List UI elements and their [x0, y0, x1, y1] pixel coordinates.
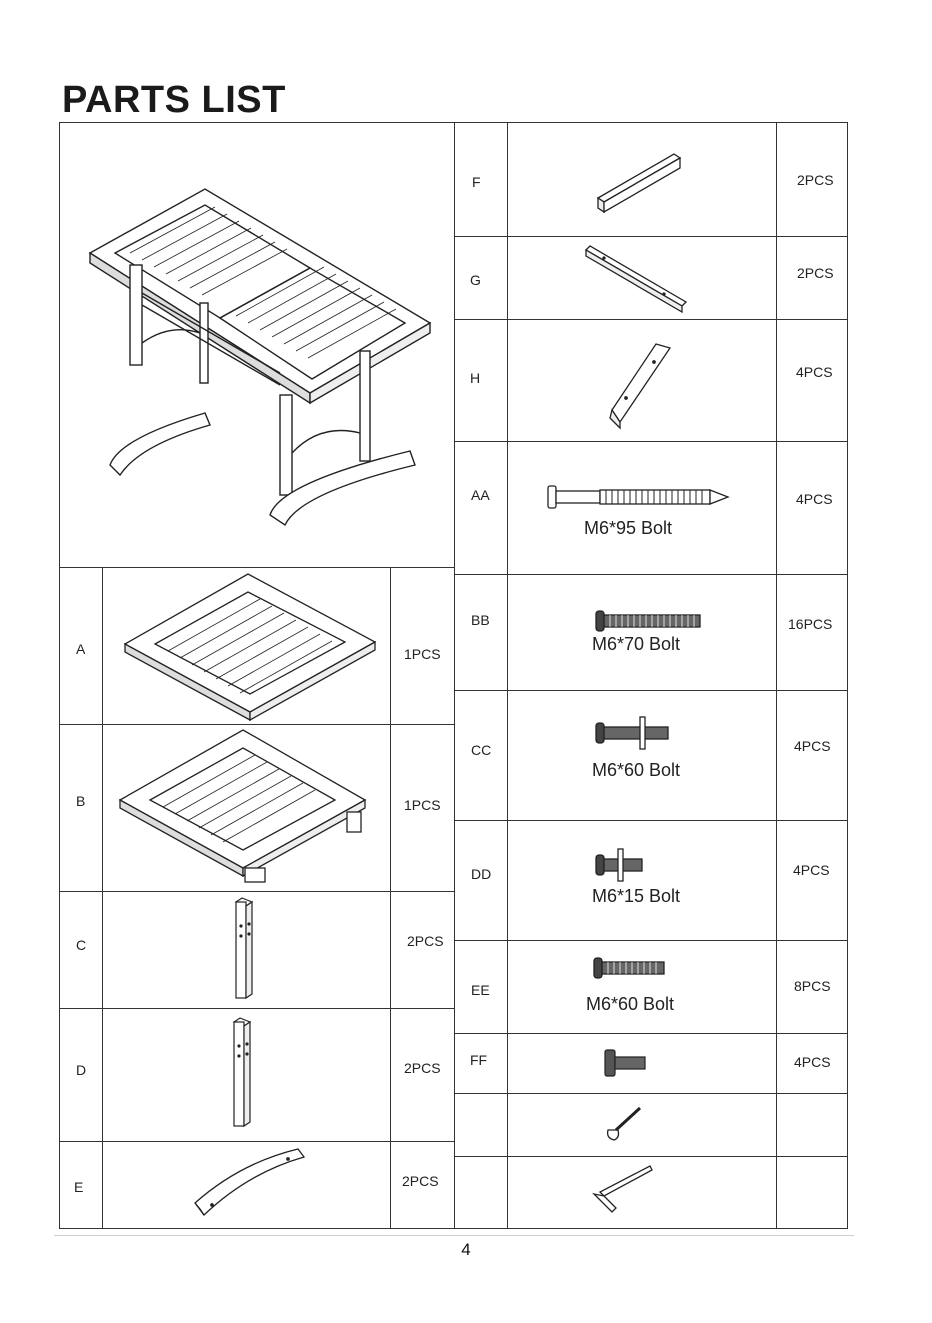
bolt-caption: M6*60 Bolt — [586, 994, 675, 1014]
allen-key-icon — [592, 1162, 656, 1218]
part-row-bb-image-cell — [507, 574, 777, 691]
assembled-table-cell — [59, 122, 455, 568]
part-row-g-label-cell — [454, 236, 508, 320]
part-row-aa-qty-cell — [776, 441, 848, 575]
part-row-h-label-cell — [454, 319, 508, 442]
angle-brace-icon — [604, 338, 676, 428]
part-row-cc-image-cell — [507, 690, 777, 821]
bolt-icon — [592, 956, 668, 980]
part-id: EE — [471, 982, 490, 998]
part-row-f-label-cell — [454, 122, 508, 237]
bolt-caption: M6*60 Bolt — [592, 760, 681, 780]
part-qty: 4PCS — [796, 364, 833, 380]
part-qty: 4PCS — [794, 738, 831, 754]
leg-post-icon — [230, 1016, 254, 1128]
part-qty: 16PCS — [788, 616, 833, 632]
part-qty: 4PCS — [794, 1054, 831, 1070]
page-number: 4 — [461, 1240, 471, 1259]
part-id: CC — [471, 742, 492, 758]
tabletop-square-icon — [120, 572, 380, 722]
part-row-bb-qty-cell — [776, 574, 848, 691]
lag-bolt-icon — [546, 482, 730, 512]
part-id: DD — [471, 866, 492, 882]
part-qty: 2PCS — [407, 933, 444, 949]
part-row-tool1-qty-cell — [776, 1093, 848, 1157]
short-beam-icon — [594, 150, 684, 214]
part-row-tool2-qty-cell — [776, 1156, 848, 1229]
part-id: D — [76, 1062, 87, 1078]
part-qty: 2PCS — [797, 172, 834, 188]
part-qty: 4PCS — [796, 491, 833, 507]
curved-foot-icon — [190, 1145, 310, 1221]
bolt-caption: M6*95 Bolt — [584, 518, 673, 538]
part-id: B — [76, 793, 86, 809]
bolt-with-washer-icon — [594, 716, 672, 750]
part-id: F — [472, 174, 481, 190]
part-id: C — [76, 937, 87, 953]
part-qty: 1PCS — [404, 797, 441, 813]
part-row-dd-qty-cell — [776, 820, 848, 941]
part-qty: 2PCS — [402, 1173, 439, 1189]
tabletop-with-frame-icon — [115, 728, 375, 888]
part-qty: 2PCS — [797, 265, 834, 281]
wrench-icon — [604, 1104, 644, 1144]
leg-post-icon — [232, 896, 256, 1000]
part-id: H — [470, 370, 481, 386]
part-id: AA — [471, 487, 490, 503]
part-id: A — [76, 641, 86, 657]
bolt-icon — [594, 610, 704, 632]
part-qty: 2PCS — [404, 1060, 441, 1076]
part-row-cc-qty-cell — [776, 690, 848, 821]
part-row-h-qty-cell — [776, 319, 848, 442]
part-row-aa-label-cell — [454, 441, 508, 575]
part-id: FF — [470, 1052, 488, 1068]
part-row-ee-image-cell — [507, 940, 777, 1034]
bolt-caption: M6*70 Bolt — [592, 634, 681, 654]
part-qty: 1PCS — [404, 646, 441, 662]
part-row-tool1-label-cell — [454, 1093, 508, 1157]
short-bolt-with-washer-icon — [594, 848, 646, 882]
part-qty: 4PCS — [793, 862, 830, 878]
bolt-caption: M6*15 Bolt — [592, 886, 681, 906]
part-id: E — [74, 1179, 84, 1195]
part-id: G — [470, 272, 481, 288]
part-id: BB — [471, 612, 490, 628]
long-rail-icon — [584, 244, 688, 314]
part-row-tool2-label-cell — [454, 1156, 508, 1229]
thumb-screw-icon — [603, 1048, 647, 1078]
page-title: PARTS LIST — [62, 79, 286, 121]
footer-rule — [54, 1235, 854, 1236]
assembled-table-icon — [80, 183, 440, 503]
part-row-c-qty-cell — [390, 891, 455, 1009]
part-row-bb-label-cell — [454, 574, 508, 691]
part-qty: 8PCS — [794, 978, 831, 994]
